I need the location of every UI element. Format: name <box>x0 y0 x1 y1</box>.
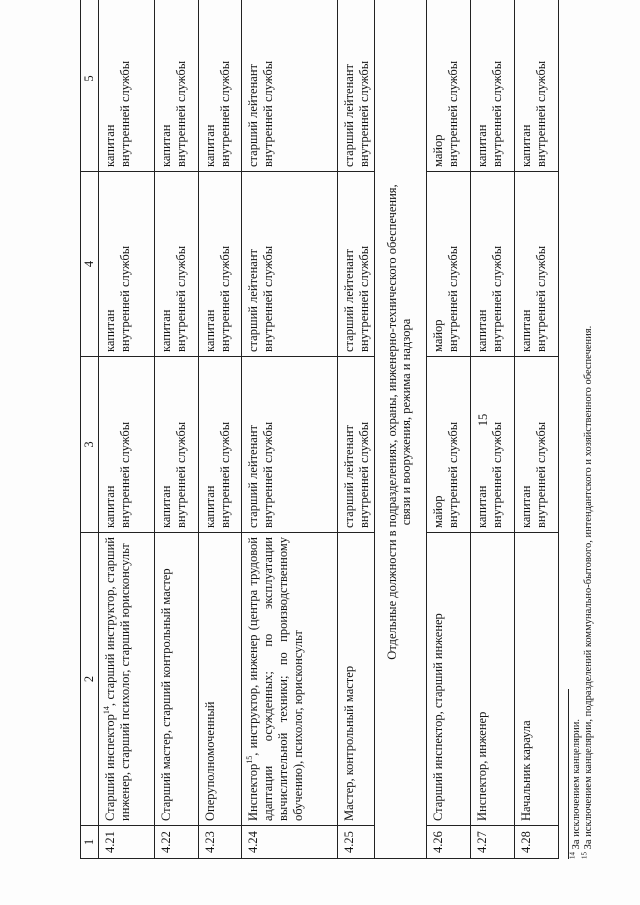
table-row <box>338 0 375 859</box>
row-number: 4.24 <box>242 826 338 859</box>
rank-col3: старший лейтенант внутренней службы <box>242 357 338 533</box>
rank-col4: капитан внутренней службы <box>99 172 155 357</box>
table-row <box>427 0 471 859</box>
rank-col5: старший лейтенант внутренней службы <box>338 0 375 172</box>
section-heading-row <box>375 0 427 859</box>
rank-col4: капитан внутренней службы <box>155 172 199 357</box>
rank-col3: майор внутренней службы <box>427 357 471 533</box>
rank-col5: капитан внутренней службы <box>515 0 559 172</box>
footnote-separator <box>568 689 569 859</box>
position-title: Мастер, контрольный мастер <box>338 533 375 826</box>
rank-col5: майор внутренней службы <box>427 0 471 172</box>
rank-col3: капитан внутренней службы <box>199 357 242 533</box>
rank-col5: капитан внутренней службы <box>199 0 242 172</box>
footnote-ref: 14 <box>101 706 111 715</box>
position-title: Инспектор, инженер <box>471 533 515 826</box>
rank-col4: капитан внутренней службы <box>471 172 515 357</box>
position-title: Инспектор$^{15}$, инструктор, инженер (центра трудовой адаптации осужденных; по эксплуатации вычислительной техники; по производственному обучению), психолог, юрисконсульт <box>242 533 338 826</box>
rank-col3: старший лейтенант внутренней службы <box>338 357 375 533</box>
table-row <box>515 0 559 859</box>
section-heading: Отдельные должности в подразделениях, охраны, инженерно-технического обеспечения, связи и вооружения, режима и надзора <box>375 0 427 859</box>
rank-col5: капитан внутренней службы <box>155 0 199 172</box>
rank-col4: майор внутренней службы <box>427 172 471 357</box>
row-number: 4.28 <box>515 826 559 859</box>
table-header-row <box>81 0 99 859</box>
rank-col3: капитан внутренней службы <box>99 357 155 533</box>
row-number: 4.25 <box>338 826 375 859</box>
position-title: Старший инспектор, старший инженер <box>427 533 471 826</box>
position-title: Начальник караула <box>515 533 559 826</box>
table-row <box>155 0 199 859</box>
rank-col4: старший лейтенант внутренней службы <box>338 172 375 357</box>
ranks-table <box>80 0 559 859</box>
rank-col5: капитан внутренней службы <box>99 0 155 172</box>
column-header-4: 4 <box>81 172 99 357</box>
rank-col3: капитан внутренней службы <box>155 357 199 533</box>
footnote-ref: 15 <box>244 755 254 764</box>
row-number: 4.23 <box>199 826 242 859</box>
footnote: $^{15}$ За исключением канцелярии, подразделений коммунально-бытового, интендантского и хозяйственного обеспечения. <box>580 325 594 859</box>
rank-col5: старший лейтенант внутренней службы <box>242 0 338 172</box>
table-row <box>99 0 155 859</box>
rank-col4: капитан внутренней службы <box>199 172 242 357</box>
table-row <box>242 0 338 859</box>
table-row <box>471 0 515 859</box>
table-row <box>199 0 242 859</box>
rank-col4: капитан внутренней службы <box>515 172 559 357</box>
rank-col4: старший лейтенант внутренней службы <box>242 172 338 357</box>
rotated-landscape-content <box>58 0 613 859</box>
column-header-3: 3 <box>81 357 99 533</box>
page-number: 15 <box>476 413 490 427</box>
row-number: 4.27 <box>471 826 515 859</box>
column-header-5: 5 <box>81 0 99 172</box>
position-title: Оперуполномоченный <box>199 533 242 826</box>
rank-col3: капитан внутренней службы <box>471 357 515 533</box>
row-number: 4.22 <box>155 826 199 859</box>
column-header-1: 1 <box>81 826 99 859</box>
rank-col3: капитан внутренней службы <box>515 357 559 533</box>
footnote: $^{14}$ За исключением канцелярии. <box>568 718 582 859</box>
rank-col5: капитан внутренней службы <box>471 0 515 172</box>
column-header-2: 2 <box>81 533 99 826</box>
row-number: 4.26 <box>427 826 471 859</box>
position-title: Старший мастер, старший контрольный мастер <box>155 533 199 826</box>
row-number: 4.21 <box>99 826 155 859</box>
position-title: Старший инспектор$^{14}$, старший инструктор, старший инженер, старший психолог, старший юрисконсульт <box>99 533 155 826</box>
